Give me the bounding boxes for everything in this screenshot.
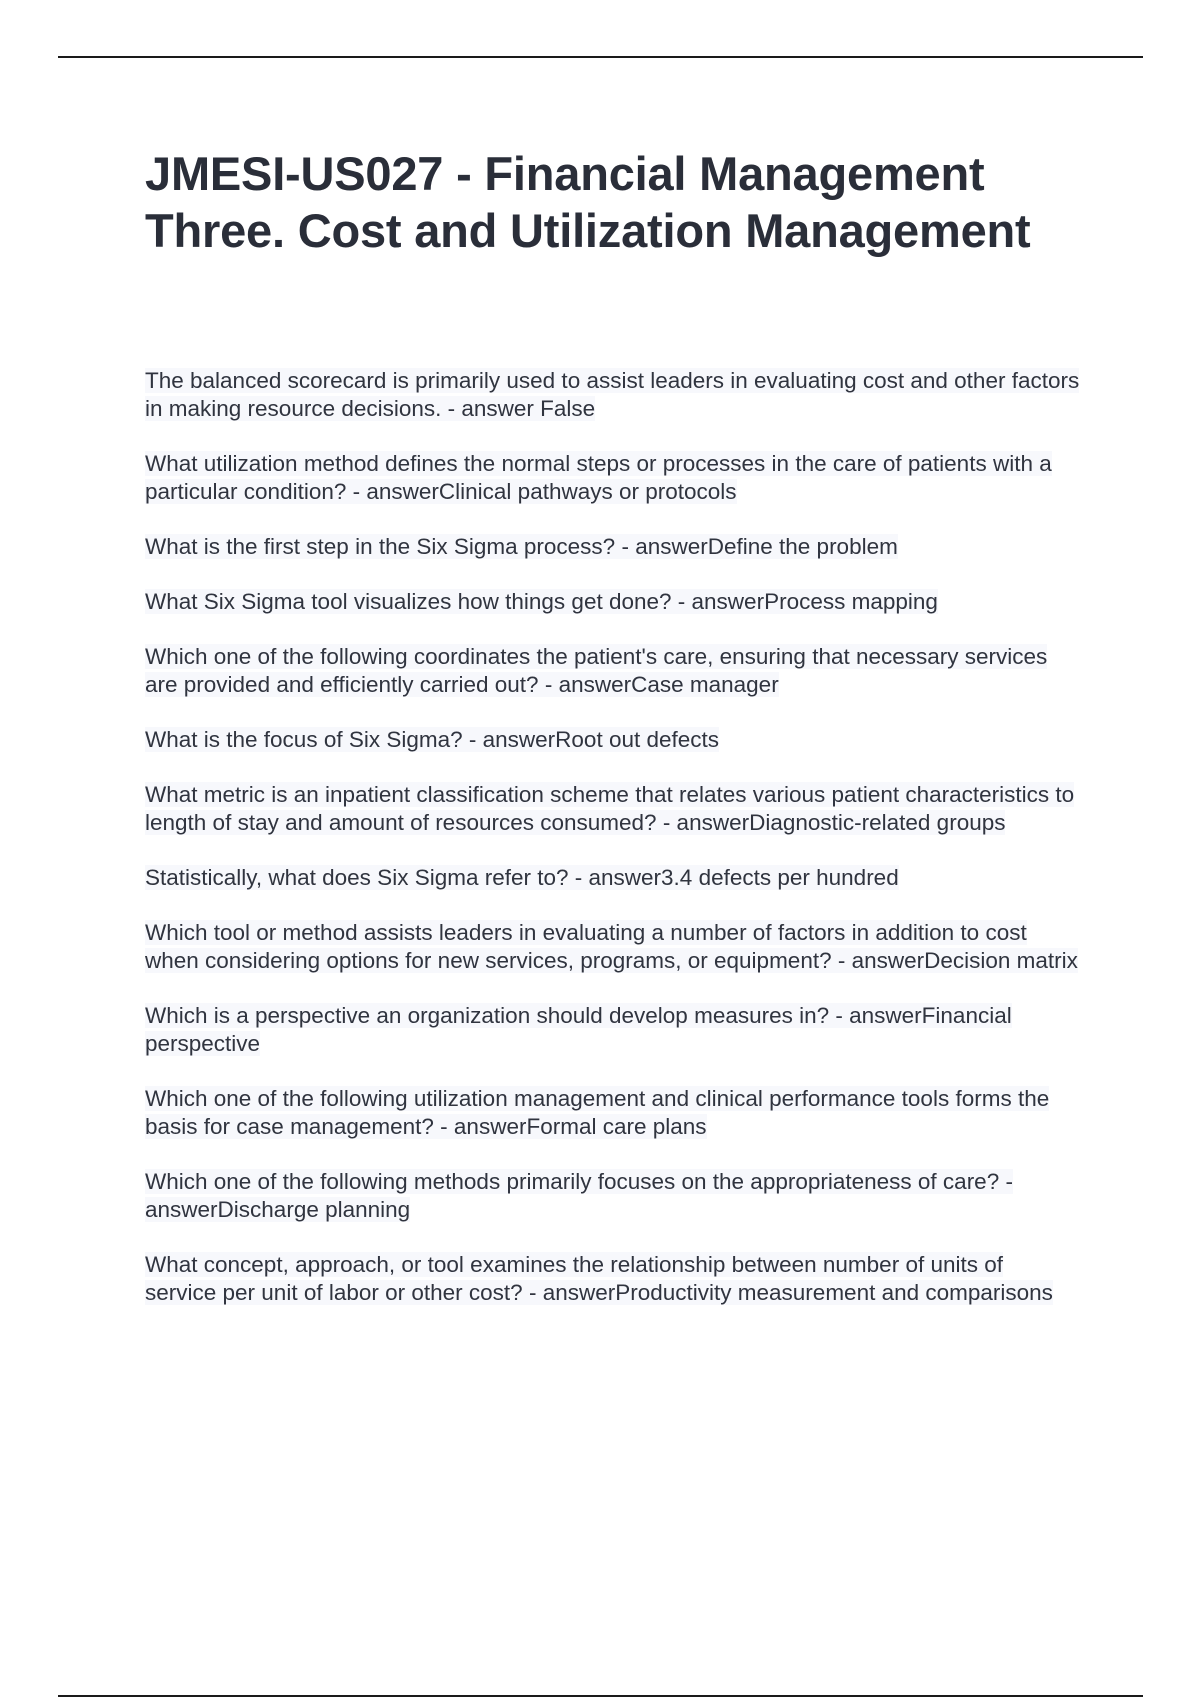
answer-text: Formal care plans [526, 1114, 707, 1139]
answer-separator: - answer [656, 810, 750, 835]
answer-text: False [540, 396, 596, 421]
qa-item [145, 450, 1080, 506]
answer-text: Process mapping [764, 589, 938, 614]
answer-separator: - answer [145, 1169, 1013, 1222]
bottom-rule [58, 1695, 1143, 1697]
answer-separator: - answer [671, 589, 765, 614]
answer-text: 3.4 defects per hundred [661, 865, 899, 890]
question-text: Which is a perspective an organization should develop measures in? [145, 1003, 830, 1028]
title-line-1: JMESI-US027 - Financial Management [145, 147, 985, 200]
question-text: What utilization method defines the normal steps or processes in the care of patients with a particular condition? [145, 451, 1052, 504]
qa-item [145, 367, 1080, 423]
answer-text: Discharge planning [217, 1197, 411, 1222]
qa-item [145, 1251, 1080, 1307]
answer-separator: - answer [433, 1114, 527, 1139]
qa-item [145, 1168, 1080, 1224]
question-text: Statistically, what does Six Sigma refer to? [145, 865, 569, 890]
qa-item [145, 1002, 1080, 1058]
qa-item [145, 864, 1080, 892]
question-text: The balanced scorecard is primarily used to assist leaders in evaluating cost and other factors in making resource decisions. [145, 368, 1080, 421]
answer-separator: - answer [568, 865, 662, 890]
answer-text: Diagnostic-related groups [749, 810, 1006, 835]
qa-item [145, 588, 1080, 616]
answer-text: Root out defects [555, 727, 720, 752]
top-rule [58, 56, 1143, 58]
qa-item [145, 781, 1080, 837]
answer-separator: - answer [615, 534, 708, 559]
qa-list [145, 367, 1080, 1334]
answer-separator: - answer [829, 1003, 922, 1028]
question-text: Which one of the following utilization management and clinical performance tools forms the basis for case management? [145, 1086, 1050, 1139]
question-text: What Six Sigma tool visualizes how things get done? [145, 589, 672, 614]
answer-separator: - answer [538, 672, 632, 697]
title-line-2: Three. Cost and Utilization Management [145, 204, 1031, 257]
answer-separator: - answer [441, 396, 541, 421]
question-text: Which one of the following coordinates the patient's care, ensuring that necessary services are provided and efficiently carried out? [145, 644, 1048, 697]
answer-text: Define the problem [707, 534, 898, 559]
answer-separator: - answer [346, 479, 439, 504]
document-title [145, 145, 1095, 259]
answer-text: Productivity measurement and comparisons [615, 1280, 1053, 1305]
question-text: Which tool or method assists leaders in evaluating a number of factors in addition to cost when considering options for new services, programs, or equipment? [145, 920, 1027, 973]
qa-item [145, 1085, 1080, 1141]
answer-text: Financial perspective [145, 1003, 1012, 1056]
question-text: What metric is an inpatient classification scheme that relates various patient characteristics to length of stay and amount of resources consumed? [145, 782, 1075, 835]
answer-text: Clinical pathways or protocols [438, 479, 737, 504]
question-text: What is the focus of Six Sigma? [145, 727, 463, 752]
qa-item [145, 643, 1080, 699]
question-text: What concept, approach, or tool examines the relationship between number of units of service per unit of labor or other cost? [145, 1252, 1003, 1305]
answer-separator: - answer [522, 1280, 616, 1305]
question-text: What is the first step in the Six Sigma process? [145, 534, 616, 559]
question-text: Which one of the following methods primarily focuses on the appropriateness of care? [145, 1169, 1000, 1194]
answer-separator: - answer [831, 948, 925, 973]
qa-item [145, 533, 1080, 561]
answer-separator: - answer [462, 727, 556, 752]
qa-item [145, 726, 1080, 754]
qa-item [145, 919, 1080, 975]
answer-text: Decision matrix [924, 948, 1078, 973]
answer-text: Case manager [631, 672, 779, 697]
